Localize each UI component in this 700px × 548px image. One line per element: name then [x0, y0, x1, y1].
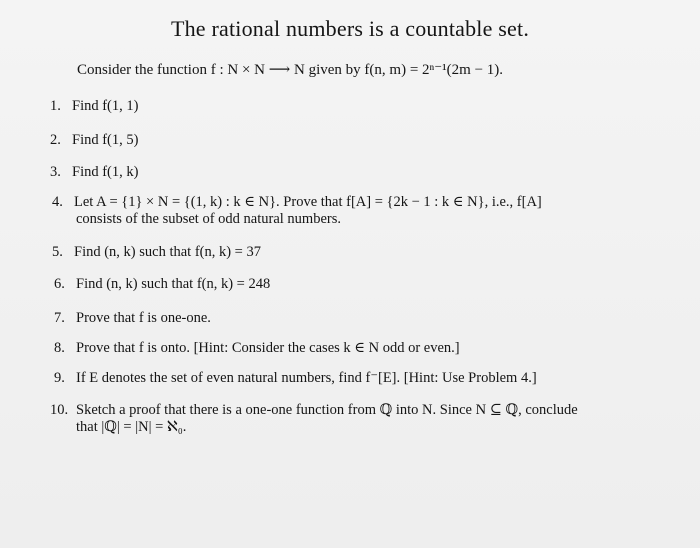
item-text: Prove that f is one-one. [76, 310, 211, 326]
page-title: The rational numbers is a countable set. [170, 16, 530, 41]
item-continuation: that |ℚ| = |N| = ℵ₀. [76, 419, 187, 435]
item-number: 10. [50, 402, 69, 418]
item-text: Sketch a proof that there is a one-one function from ℚ into N. Since N ⊆ ℚ, conclude [76, 402, 578, 418]
item-number: 7. [54, 310, 65, 326]
item-number: 1. [50, 98, 61, 114]
item-text: Let A = {1} × N = {(1, k) : k ∈ N}. Prove that f[A] = {2k − 1 : k ∈ N}, i.e., f[A] [74, 194, 542, 210]
item-text: If E denotes the set of even natural numbers, find f⁻[E]. [Hint: Use Problem 4.] [76, 370, 537, 386]
item-number: 4. [52, 194, 63, 210]
item-number: 3. [50, 164, 61, 180]
item-text: Prove that f is onto. [Hint: Consider the cases k ∈ N odd or even.] [76, 340, 460, 356]
item-text: Find (n, k) such that f(n, k) = 248 [76, 276, 271, 292]
item-text: Find f(1, k) [72, 164, 139, 180]
item-continuation: consists of the subset of odd natural numbers. [76, 211, 341, 227]
item-number: 6. [54, 276, 65, 292]
intro-text: Consider the function f : N × N ⟶ N given by f(n, m) = 2ⁿ⁻¹(2m − 1). [77, 62, 504, 78]
item-number: 2. [50, 132, 61, 148]
item-text: Find (n, k) such that f(n, k) = 37 [74, 244, 261, 260]
item-number: 9. [54, 370, 65, 386]
item-text: Find f(1, 5) [72, 132, 139, 148]
item-number: 8. [54, 340, 65, 356]
item-number: 5. [52, 244, 63, 260]
item-text: Find f(1, 1) [72, 98, 139, 114]
